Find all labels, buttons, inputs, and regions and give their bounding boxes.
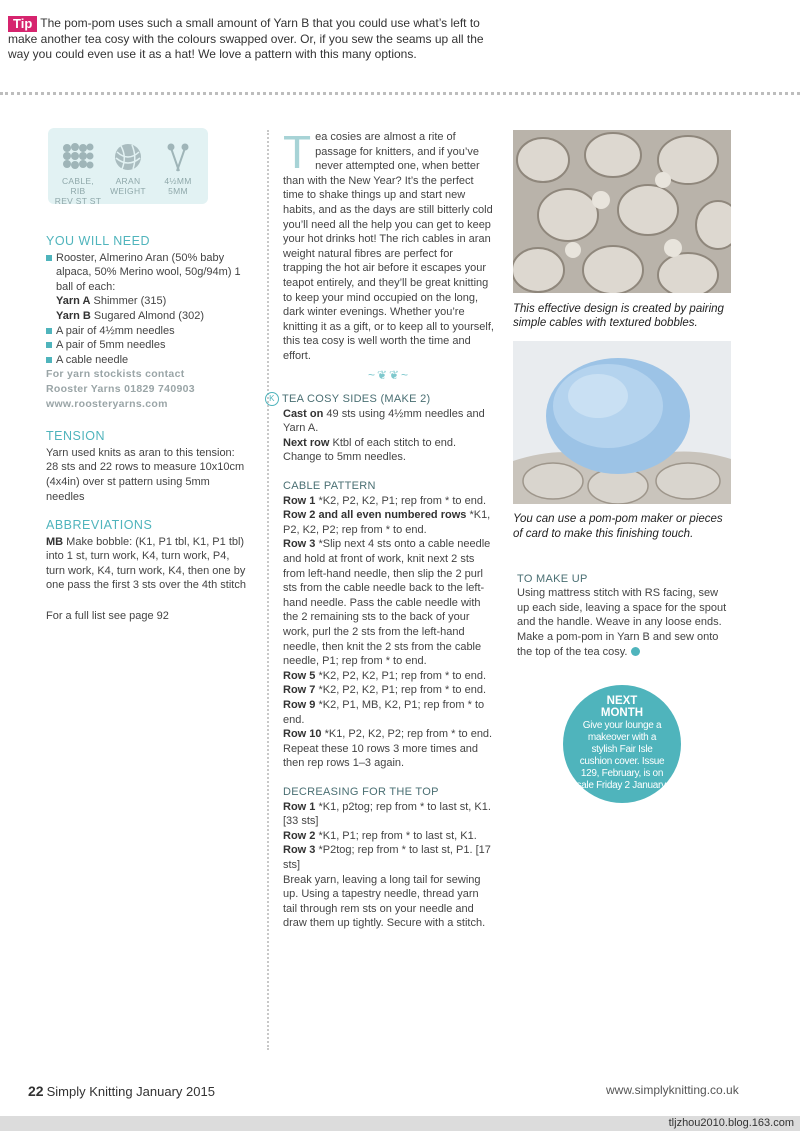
next-month-badge: [563, 685, 681, 803]
decrease-row-1: Row 1 *K1, p2tog; rep from * to last st, K1. [33 sts]: [283, 800, 491, 828]
left-column: [46, 128, 246, 624]
column-divider: [267, 130, 269, 1050]
intro-paragraph: [283, 126, 495, 364]
cable-row-5: Row 5 *K2, P2, K2, P1; rep from * to end.: [283, 669, 486, 682]
yarn-b: [46, 309, 246, 324]
cable-row-7: Row 7 *K2, P2, K2, P1; rep from * to end.: [283, 684, 486, 697]
footer-left: [28, 1083, 215, 1099]
next-month-text: Give your lounge a makeover with a stylish Fair Isle cushion cover. Issue 129, February, is on sale Friday 2 January.: [576, 720, 668, 791]
cable-row-10: Row 10 *K1, P2, K2, P2; rep from * to end.: [283, 728, 493, 741]
cast-on-label: Cast on: [283, 407, 324, 420]
end-dot-icon: [631, 647, 640, 656]
icon-yarn: [104, 142, 152, 196]
next-row: [283, 436, 495, 465]
publication-name: Simply Knitting January 2015: [46, 1084, 215, 1099]
stockist-line1: For yarn stockists contact: [46, 368, 185, 381]
dotted-divider: [0, 92, 800, 95]
materials-cable-needle: A cable needle: [46, 353, 246, 368]
decrease-row-2: Row 2 *K1, P1; rep from * to last st, K1.: [283, 829, 477, 842]
full-list-note: For a full list see page 92: [46, 610, 169, 623]
make-up-p1: Using mattress stitch with RS facing, sew up each side, leaving a space for the spout and the handle. Weave in any loose ends.: [517, 587, 727, 629]
right-column: [513, 130, 731, 659]
icon-needles: [154, 142, 202, 196]
mb-text: Make bobble: (K1, P1 tbl, K1, P1 tbl) into 1 st, turn work, K4, turn work, P4, turn work, K4, turn work, K4, then one by one pass the first 3 sts over the 4th stitch: [46, 535, 246, 592]
drop-cap: T: [283, 126, 312, 178]
yarn-a: [46, 294, 246, 309]
materials-needles-45: A pair of 4½mm needles: [46, 324, 246, 339]
yarn-b-colour: Sugared Almond (302): [90, 309, 204, 322]
icon-label-line1: 4½MM: [164, 176, 192, 186]
flourish-ornament: ~❦❦~: [367, 367, 411, 382]
icon-stitch: [54, 142, 102, 206]
decrease-finish: Break yarn, leaving a long tail for sewing up. Using a tapestry needle, thread yarn tail through rem sts on your needle and draw them up tightly. Secure with a stitch.: [283, 873, 486, 930]
next-month-title-1: NEXT: [606, 695, 638, 707]
page-number: 22: [28, 1083, 44, 1099]
icon-label-line2: REV ST ST: [54, 196, 102, 206]
make-up-heading: TO MAKE UP: [517, 572, 588, 585]
icon-label-line2: 5MM: [168, 186, 188, 196]
sides-heading: TEA COSY SIDES (MAKE 2): [282, 393, 431, 406]
yarn-intro: Rooster, Almerino Aran (50% baby alpaca, 50% Merino wool, 50g/94m) 1 ball of each:: [56, 251, 241, 293]
decrease-row-3: Row 3 *P2tog; rep from * to last st, P1. [17 sts]: [283, 844, 491, 871]
materials-yarn: [46, 251, 246, 295]
tip-box: [8, 16, 488, 62]
next-row-text: Ktbl of each stitch to end. Change to 5mm needles.: [283, 436, 457, 464]
cable-row-3: Row 3 *Slip next 4 sts onto a cable needle and hold at front of work, knit next 2 sts from left-hand needle, then slip the 2 purl sts from the cable needle back to the left-hand needle. Pass the cable needle with the 2 remaining sts to the back of your work, purl the 2 sts from the left-hand needle, then knit the 2 sts from the cable needle, P1; rep from * to end.: [283, 538, 491, 668]
icon-label-line1: ARAN: [115, 176, 141, 186]
cable-stitch-icon: [61, 142, 95, 172]
tension-text: Yarn used knits as aran to this tension: 28 sts and 22 rows to measure 10x10cm (4x4in) over st pattern using 5mm needles: [46, 446, 245, 503]
cable-bobble-photo: [513, 130, 731, 293]
icon-label-line1: CABLE, RIB: [61, 176, 95, 196]
cable-row-1: Row 1 *K2, P2, K2, P1; rep from * to end.: [283, 494, 486, 507]
decrease-heading: DECREASING FOR THE TOP: [283, 785, 439, 798]
make-up-p2: Make a pom-pom in Yarn B and sew onto the top of the tea cosy.: [517, 630, 719, 658]
intro-text: ea cosies are almost a rite of passage for knitters, and if you’ve never attempted one, when better than with the New Year? It’s the perfect time to shake things up and start new habits, and as the days are still bitterly cold you’ll need all the help you can get to keep your hot drinks hot! The rich cables in aran weight natural fibres are perfect for trapping the hot air before it escapes your teapot entirely, and they’ll be great knitting to keep your mind occupied on the long, dark winter evenings. Whether you’re knitting it as a gift, or to keep all to yourself, this tea cosy is well worth the time and effort.: [283, 131, 494, 362]
tension-heading: TENSION: [46, 429, 106, 444]
next-month-title-2: MONTH: [600, 707, 644, 719]
cast-on: [283, 407, 495, 436]
icon-label-line2: WEIGHT: [110, 186, 146, 196]
materials-needles-5: A pair of 5mm needles: [46, 338, 246, 353]
cable-row-9: Row 9 *K2, P1, MB, K2, P1; rep from * to end.: [283, 698, 485, 726]
you-will-need-heading: YOU WILL NEED: [46, 234, 150, 248]
yarn-a-label: Yarn A: [56, 295, 91, 308]
abbreviation-mb: [46, 535, 246, 593]
website-link[interactable]: www.simplyknitting.co.uk: [606, 1083, 739, 1097]
tip-badge: Tip: [8, 16, 37, 32]
photo-caption-1: This effective design is created by pairing simple cables with textured bobbles.: [513, 302, 724, 330]
photo-caption-2: You can use a pom-pom maker or pieces of card to make this finishing touch.: [513, 513, 723, 540]
k-badge-icon: K: [265, 392, 279, 406]
yarn-b-label: Yarn B: [56, 309, 91, 322]
cast-on-text: 49 sts using 4½mm needles and Yarn A.: [283, 407, 485, 435]
stockist-url[interactable]: www.roosteryarns.com: [46, 397, 168, 410]
tip-text: The pom-pom uses such a small amount of Yarn B that you could use what’s left to make another tea cosy with the colours swapped over. Or, if you sew the seams up all the way you could even use it as a hat! We love a pattern with this many options.: [8, 16, 484, 61]
knitting-needles-icon: [163, 142, 193, 172]
stockist-line2: Rooster Yarns 01829 740903: [46, 382, 195, 395]
cable-heading: CABLE PATTERN: [283, 480, 376, 493]
next-row-label: Next row: [283, 436, 330, 449]
cable-repeat: Repeat these 10 rows 3 more times and then rep rows 1–3 again.: [283, 742, 479, 770]
sides-heading-row: [269, 392, 495, 407]
mb-label: MB: [46, 535, 64, 548]
abbreviations-heading: ABBREVIATIONS: [46, 518, 153, 533]
yarn-a-colour: Shimmer (315): [90, 295, 167, 308]
cable-row-2: Row 2 and all even numbered rows *K1, P2, K2, P2; rep from * to end.: [283, 509, 491, 536]
watermark: tljzhou2010.blog.163.com: [668, 1117, 794, 1129]
yarn-ball-icon: [113, 142, 143, 172]
middle-column: [269, 126, 495, 931]
icon-panel: [48, 128, 208, 204]
pom-pom-photo: [513, 341, 731, 504]
